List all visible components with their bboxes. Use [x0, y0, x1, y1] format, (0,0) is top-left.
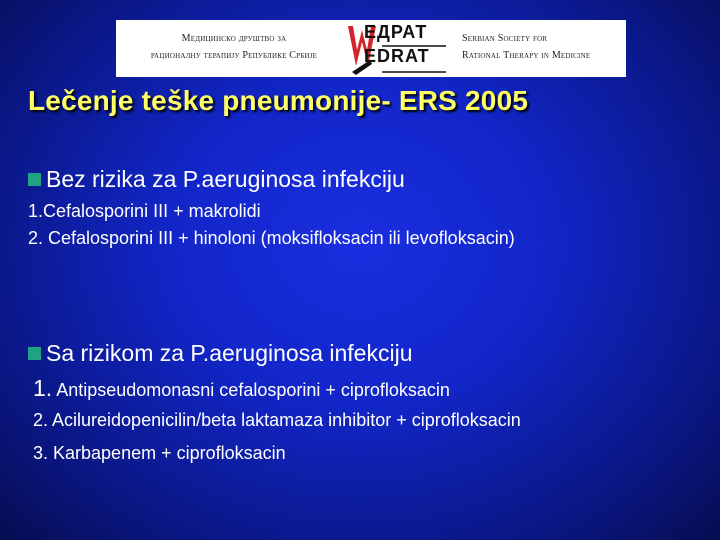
- list-item: 1.Cefalosporini III + makrolidi: [28, 201, 261, 221]
- list-item: 2. Acilureidopenicilin/beta laktamaza inhibitor + ciprofloksacin: [33, 410, 521, 430]
- section-heading-with-risk: [28, 340, 412, 367]
- society-name-serbian-line1: Медицинско друштво за: [181, 33, 287, 44]
- bullet-square-icon: [28, 347, 41, 360]
- header-banner: [116, 20, 626, 77]
- list-item-number: 1.: [33, 375, 53, 401]
- society-name-english-line1: Serbian Society for: [462, 33, 548, 44]
- society-name-english-line2: Rational Therapy in Medicine: [462, 50, 591, 61]
- list-item: 2. Cefalosporini III + hinoloni (moksifloksacin ili levofloksacin): [28, 228, 515, 248]
- section-heading-text: Sa rizikom za P.aeruginosa infekciju: [46, 340, 413, 366]
- society-name-english: [462, 30, 626, 64]
- bullet-square-icon: [28, 173, 41, 186]
- section-heading-no-risk: [28, 166, 405, 193]
- medrat-logo: [342, 20, 450, 77]
- section-heading-text: Bez rizika za P.aeruginosa infekciju: [46, 166, 405, 192]
- logo-text-cyrillic: ЕДРАТ: [364, 22, 428, 42]
- list-item-text: Antipseudomonasni cefalosporini + ciprofloksacin: [56, 380, 450, 400]
- list-item: [33, 375, 450, 402]
- list-item: 3. Karbapenem + ciprofloksacin: [33, 443, 286, 463]
- slide-title: Lečenje teške pneumonije- ERS 2005: [28, 85, 529, 116]
- logo-text-latin: EDRAT: [364, 46, 430, 66]
- society-name-serbian: [118, 30, 350, 64]
- society-name-serbian-line2: рационалну терапију Републике Србије: [150, 50, 318, 61]
